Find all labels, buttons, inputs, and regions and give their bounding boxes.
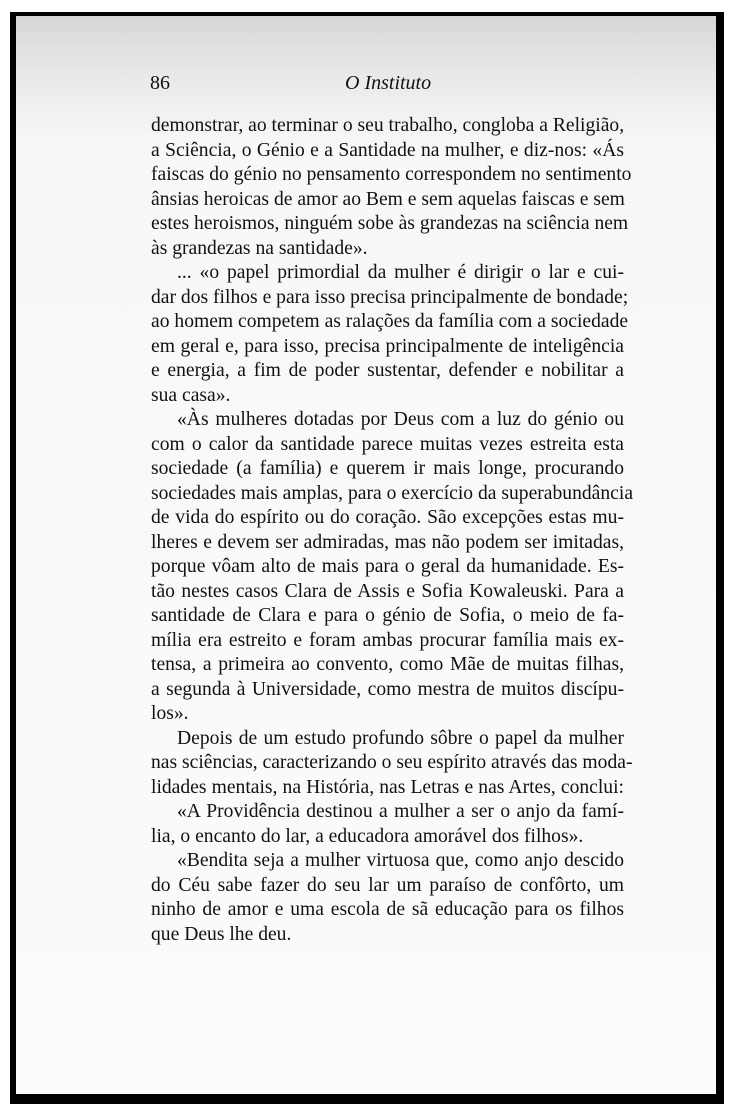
text-line: «A Providência destinou a mulher a ser o anjo da famí- <box>177 801 624 822</box>
paragraph-1 <box>151 114 632 261</box>
paragraph-2 <box>151 261 629 408</box>
text-line: que Deus lhe deu. <box>151 923 292 945</box>
text-line: porque vôam alto de mais para o geral da humanidade. Es- <box>151 556 624 577</box>
running-title: O Instituto <box>345 72 432 94</box>
text-line: «Às mulheres dotadas por Deus com a luz do génio ou <box>177 409 624 430</box>
text-line: tensa, a primeira ao convento, como Mãe de muitas filhas, <box>151 654 624 675</box>
paragraph-3 <box>151 408 634 727</box>
text-line: lidades mentais, na História, nas Letras e nas Artes, conclui: <box>151 776 624 798</box>
text-line: ninho de amor e uma escola de sã educação para os filhos <box>151 899 624 920</box>
body-text <box>151 114 634 947</box>
text-line: ânsias heroicas de amor ao Bem e sem aquelas faiscas e sem <box>151 188 625 210</box>
text-line: estes heroismos, ninguém sobe às grandezas na sciência nem <box>151 213 629 234</box>
text-line: ... «o papel primordial da mulher é dirigir o lar e cui- <box>177 262 624 283</box>
text-line: sociedades mais amplas, para o exercício da superabundância <box>151 482 634 504</box>
text-line: a Sciência, o Génio e a Santidade na mulher, e diz-nos: «Ás <box>151 139 624 161</box>
text-line: às grandezas na santidade». <box>151 237 368 259</box>
text-line: nas sciências, caracterizando o seu espírito através das moda- <box>151 752 633 773</box>
text-line: do Céu sabe fazer do seu lar um paraíso de confôrto, um <box>151 874 624 896</box>
text-line: Depois de um estudo profundo sôbre o papel da mulher <box>177 727 624 749</box>
paragraph-5 <box>151 800 624 849</box>
text-line: lheres e devem ser admiradas, mas não podem ser imitadas, <box>151 531 624 553</box>
text-line: sua casa». <box>151 384 231 406</box>
text-line: com o calor da santidade parece muitas vezes estreita esta <box>151 433 624 455</box>
text-line: «Bendita seja a mulher virtuosa que, como anjo descido <box>177 850 624 871</box>
text-line: em geral e, para isso, precisa principalmente de inteligência <box>151 335 624 357</box>
text-line: mília era estreito e foram ambas procurar família mais ex- <box>151 629 624 651</box>
text-line: dar dos filhos e para isso precisa principalmente de bondade; <box>151 286 629 308</box>
text-line: lia, o encanto do lar, a educadora amorável dos filhos». <box>151 825 584 847</box>
text-line: faiscas do génio no pensamento correspondem no sentimento <box>151 164 632 185</box>
text-line: ao homem competem as ralações da família com a sociedade <box>151 311 629 332</box>
text-line: santidade de Clara e para o génio de Sofia, o meio de fa- <box>151 605 624 626</box>
paragraph-6 <box>151 849 624 947</box>
page-number: 86 <box>150 72 170 94</box>
text-line: los». <box>151 703 189 724</box>
text-line: demonstrar, ao terminar o seu trabalho, congloba a Religião, <box>151 115 625 136</box>
paragraph-4 <box>151 727 633 801</box>
text-line: e energia, a fim de poder sustentar, defender e nobilitar a <box>151 360 624 381</box>
text-line: tão nestes casos Clara de Assis e Sofia Kowaleuski. Para a <box>151 580 624 602</box>
running-head <box>150 72 620 102</box>
text-line: a segunda à Universidade, como mestra de muitos discípu- <box>151 678 624 700</box>
text-line: sociedade (a família) e querem ir mais longe, procurando <box>151 458 624 479</box>
text-line: de vida do espírito ou do coração. São excepções estas mu- <box>151 507 624 528</box>
